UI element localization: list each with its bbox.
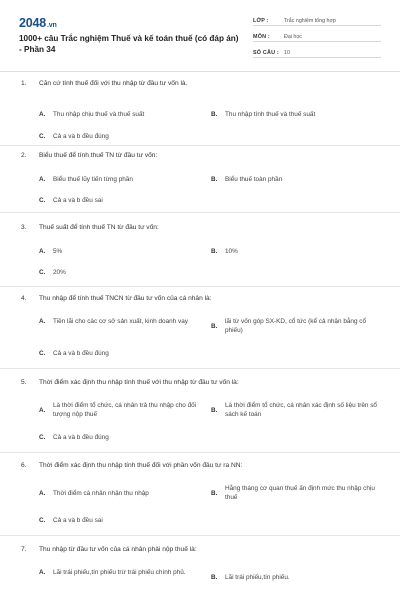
option-c[interactable] [39,196,103,205]
meta-row-subject [253,29,381,42]
option-c[interactable] [39,132,109,141]
question-text: Căn cứ tính thuế đối với thu nhập từ đầu tư vốn là. [39,80,188,87]
option-a[interactable] [39,247,62,256]
option-c[interactable] [39,433,109,442]
option-text: Hằng tháng cơ quan thuế ấn định mức thu nhập chịu thuế [225,485,375,501]
option-text: Biểu thuế lũy tiến từng phần [53,176,133,183]
meta-value: Đại học [284,34,302,40]
question-text: Thời điểm xác định thu nhập tính thuế đối với phần vốn đầu tư ra NN: [39,462,243,469]
option-a[interactable] [39,110,144,119]
meta-value: Trắc nghiệm tổng hợp [284,18,336,24]
option-text: 20% [53,269,66,276]
option-letter: A. [39,569,46,576]
question-number: 5. [21,379,27,386]
option-letter: B. [211,248,218,255]
option-b[interactable] [211,401,379,419]
option-letter: B. [211,574,218,581]
document-header [0,0,400,70]
option-text: lãi từ vốn góp SX-KD, cổ tức (kể cả nhận bằng cổ phiếu) [225,318,367,334]
option-b[interactable] [211,573,379,582]
meta-key: LỚP : [253,18,269,24]
question-number: 7. [21,546,27,553]
option-text: Là thời điểm tổ chức, cá nhân xác định số liệu trên sổ sách kế toán [225,402,377,418]
question-divider [0,212,400,213]
logo-tld: .vn [47,22,57,29]
option-letter: B. [211,322,218,330]
option-a[interactable] [39,489,209,498]
option-a[interactable] [39,175,133,184]
option-letter: A. [39,490,46,497]
question-text: Thời điểm xác định thu nhập tính thuế với thu nhập từ đầu tư vốn là: [39,379,239,386]
question-stem [21,379,239,386]
option-c[interactable] [39,516,103,525]
question-number: 4. [21,295,27,302]
option-letter: C. [39,197,46,204]
question-divider [0,145,400,146]
option-letter: A. [39,406,46,414]
question-number: 6. [21,462,27,469]
option-c[interactable] [39,349,109,358]
meta-key: MÔN : [253,34,270,40]
option-letter: C. [39,350,46,357]
option-text: Cả a và b đều sai [53,197,103,204]
question-stem [21,80,187,87]
option-text: Lãi trái phiếu,tín phiếu. [225,574,290,581]
option-text: Cả a và b đều đúng [53,434,109,441]
option-letter: C. [39,269,46,276]
option-text: Cả a và b đều đúng [53,350,109,357]
question-text: Thu nhập từ đầu tư vốn của cá nhân phải nộp thuế là: [39,546,197,553]
option-letter: A. [39,176,46,183]
site-logo[interactable] [19,16,57,30]
page-title: 1000+ câu Trắc nghiệm Thuế và kế toán thuế (có đáp án) - Phần 34 [19,34,239,54]
option-letter: A. [39,318,46,325]
question-divider [0,535,400,536]
option-letter: B. [211,176,218,183]
question-divider [0,368,400,369]
option-text: Thời điểm cá nhân nhận thu nhập [53,490,149,497]
question-text: Biểu thuế để tính thuế TN từ đầu tư vốn: [39,152,158,159]
question-stem [21,462,242,469]
meta-row-class [253,13,381,26]
option-letter: B. [211,111,218,118]
document-meta [253,13,381,61]
meta-row-count [253,45,381,58]
question-divider [0,452,400,453]
option-b[interactable] [211,484,379,502]
option-letter: B. [211,406,218,414]
question-number: 3. [21,224,27,231]
option-letter: B. [211,489,218,497]
option-letter: A. [39,111,46,118]
option-letter: A. [39,248,46,255]
question-number: 1. [21,80,27,87]
option-text: 5% [53,248,63,255]
option-text: Là thời điểm tổ chức, cá nhân trả thu nhập cho đối tượng nộp thuế [53,402,197,418]
header-divider [0,71,400,72]
option-text: Lãi trái phiếu,tín phiếu trừ trái phiếu chính phủ. [53,569,186,576]
question-stem [21,295,212,302]
option-letter: C. [39,434,46,441]
option-b[interactable] [211,247,238,256]
option-text: Biểu thuế toàn phần [225,176,283,183]
option-text: 10% [225,248,238,255]
option-text: Cả a và b đều đúng [53,133,109,140]
option-c[interactable] [39,268,66,277]
option-text: Tiền lãi cho các cơ sở sản xuất, kinh doanh vay [53,318,188,325]
option-a[interactable] [39,401,209,419]
question-stem [21,152,157,159]
question-divider [0,286,400,287]
question-text: Thu nhập để tính thuế TNCN từ đầu tư vốn của cá nhân là: [39,295,212,302]
option-a[interactable] [39,317,209,326]
option-b[interactable] [211,175,282,184]
question-stem [21,224,159,231]
option-b[interactable] [211,317,379,335]
option-text: Thu nhập tính thuế và thuế suất [225,111,316,118]
meta-key: SỐ CÂU : [253,50,279,56]
question-text: Thuế suất để tính thuế TN từ đầu tư vốn: [39,224,159,231]
option-letter: C. [39,517,46,524]
meta-value: 10 [284,50,290,56]
option-letter: C. [39,133,46,140]
option-text: Thu nhập chịu thuế và thuế suất [53,111,145,118]
option-a[interactable] [39,568,209,577]
question-stem [21,546,197,553]
option-text: Cả a và b đều sai [53,517,103,524]
logo-text: 2048 [19,16,47,30]
option-b[interactable] [211,110,315,119]
question-number: 2. [21,152,27,159]
